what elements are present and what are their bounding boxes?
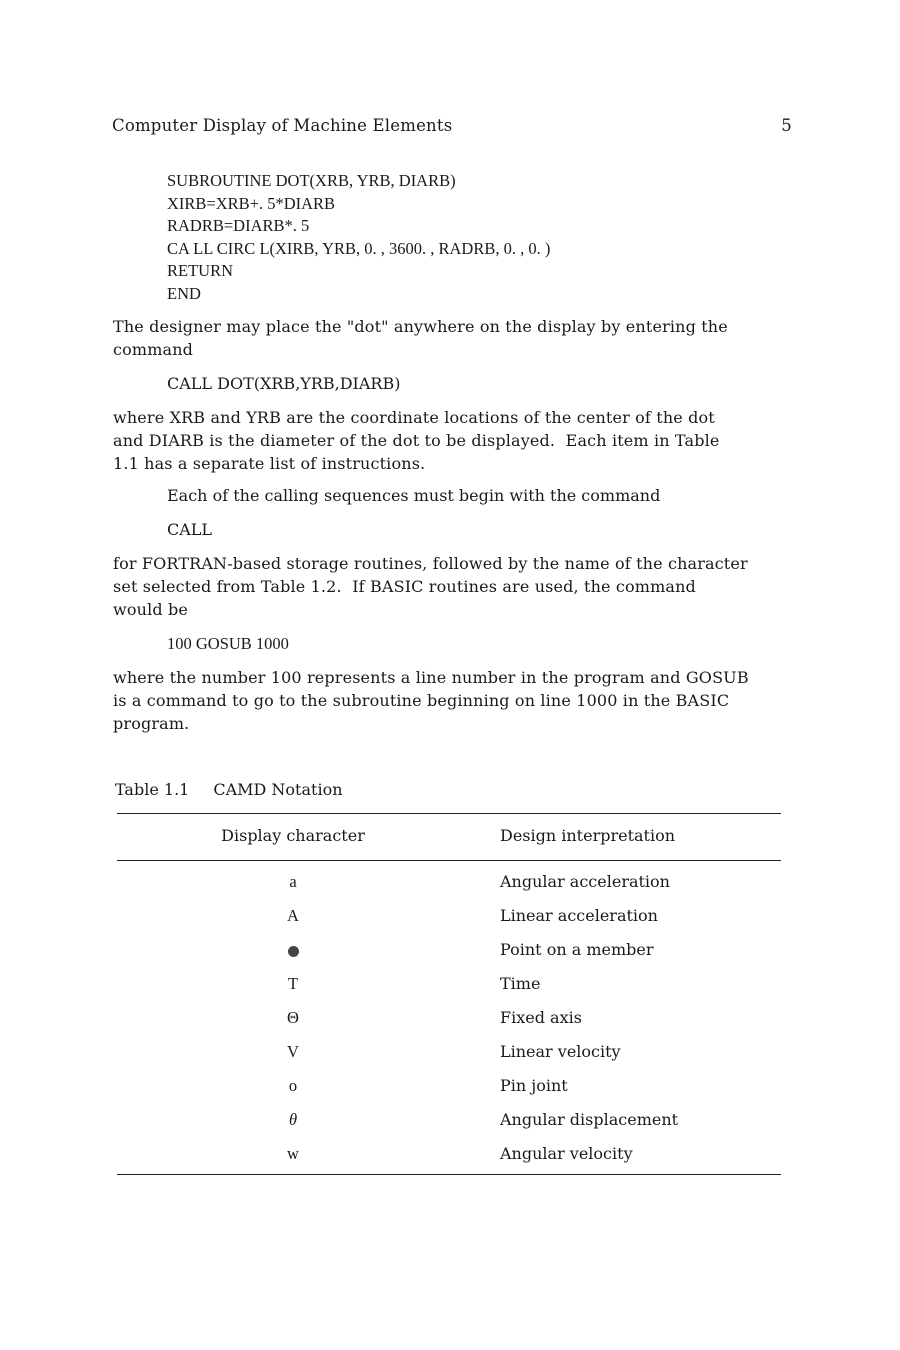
design-interpretation: Point on a member (500, 940, 654, 959)
text-line: where the number 100 represents a line number in the program and GOSUB (113, 668, 749, 687)
text-line: is a command to go to the subroutine beginning on line 1000 in the BASIC (113, 691, 730, 710)
text-line: The designer may place the "dot" anywhere on the display by entering the (113, 317, 728, 336)
table-bottom-rule (117, 1174, 781, 1175)
design-interpretation: Angular displacement (500, 1110, 679, 1129)
code-line: SUBROUTINE DOT(XRB, YRB, DIARB) (167, 171, 456, 190)
text-line: for FORTRAN-based storage routines, followed by the name of the character (113, 554, 748, 573)
paragraph-calling-sequences: Each of the calling sequences must begin with the command (167, 486, 661, 505)
display-character: T (287, 974, 299, 993)
table-header-row (117, 824, 781, 848)
design-interpretation: Fixed axis (500, 1008, 582, 1027)
table-header-rule (117, 860, 781, 861)
text-line: command (113, 340, 194, 359)
command-call: CALL (167, 520, 213, 539)
text-line: where XRB and YRB are the coordinate locations of the center of the dot (113, 408, 715, 427)
code-line: CA LL CIRC L(XIRB, YRB, 0. , 3600. , RADRB, 0. , 0. ) (167, 238, 551, 258)
table-row (117, 1108, 781, 1132)
table-top-rule (117, 813, 781, 814)
table-row (117, 1142, 781, 1166)
running-header (112, 116, 792, 135)
paragraph-coordinates (113, 406, 813, 475)
table-row (117, 904, 781, 928)
table-row (117, 972, 781, 996)
table-row (117, 1006, 781, 1030)
text-line: set selected from Table 1.2. If BASIC routines are used, the command (113, 577, 696, 596)
design-interpretation: Linear velocity (500, 1042, 621, 1061)
design-interpretation: Time (500, 974, 541, 993)
display-character: A (287, 906, 299, 925)
text-line: and DIARB is the diameter of the dot to be displayed. Each item in Table (113, 431, 720, 450)
text-line: would be (113, 600, 188, 619)
display-character: w (287, 1144, 299, 1163)
code-block (167, 170, 550, 306)
table-row (117, 938, 781, 962)
table-label: Table 1.1 (115, 780, 190, 799)
running-title: Computer Display of Machine Elements (112, 116, 453, 135)
table-row (117, 870, 781, 894)
design-interpretation: Angular acceleration (500, 872, 670, 891)
display-character: a (289, 872, 297, 891)
header-display-character: Display character (221, 826, 365, 845)
design-interpretation: Linear acceleration (500, 906, 658, 925)
command-gosub: 100 GOSUB 1000 (167, 634, 289, 653)
paragraph-gosub (113, 666, 813, 735)
code-line: END (167, 283, 201, 303)
display-character: Θ (287, 1008, 299, 1027)
table-title: CAMD Notation (213, 780, 343, 799)
paragraph-dot-placement (113, 315, 813, 361)
display-character: o (288, 1076, 298, 1095)
text-line: program. (113, 714, 190, 733)
text-line: 1.1 has a separate list of instructions. (113, 454, 426, 473)
table-caption (115, 780, 343, 799)
code-line: RADRB=DIARB*. 5 (167, 216, 310, 236)
display-character (117, 938, 469, 962)
table-row (117, 1040, 781, 1064)
header-design-interpretation: Design interpretation (500, 826, 676, 845)
paragraph-fortran (113, 552, 813, 621)
code-line: RETURN (167, 261, 233, 281)
page-number: 5 (781, 116, 792, 135)
filled-dot-icon (288, 946, 299, 957)
table-row (117, 1074, 781, 1098)
design-interpretation: Pin joint (500, 1076, 568, 1095)
design-interpretation: Angular velocity (500, 1144, 633, 1163)
command-dot: CALL DOT(XRB,YRB,DIARB) (167, 374, 401, 393)
display-character: θ (288, 1110, 298, 1129)
code-line: XIRB=XRB+. 5*DIARB (167, 193, 336, 213)
display-character: V (287, 1042, 299, 1061)
